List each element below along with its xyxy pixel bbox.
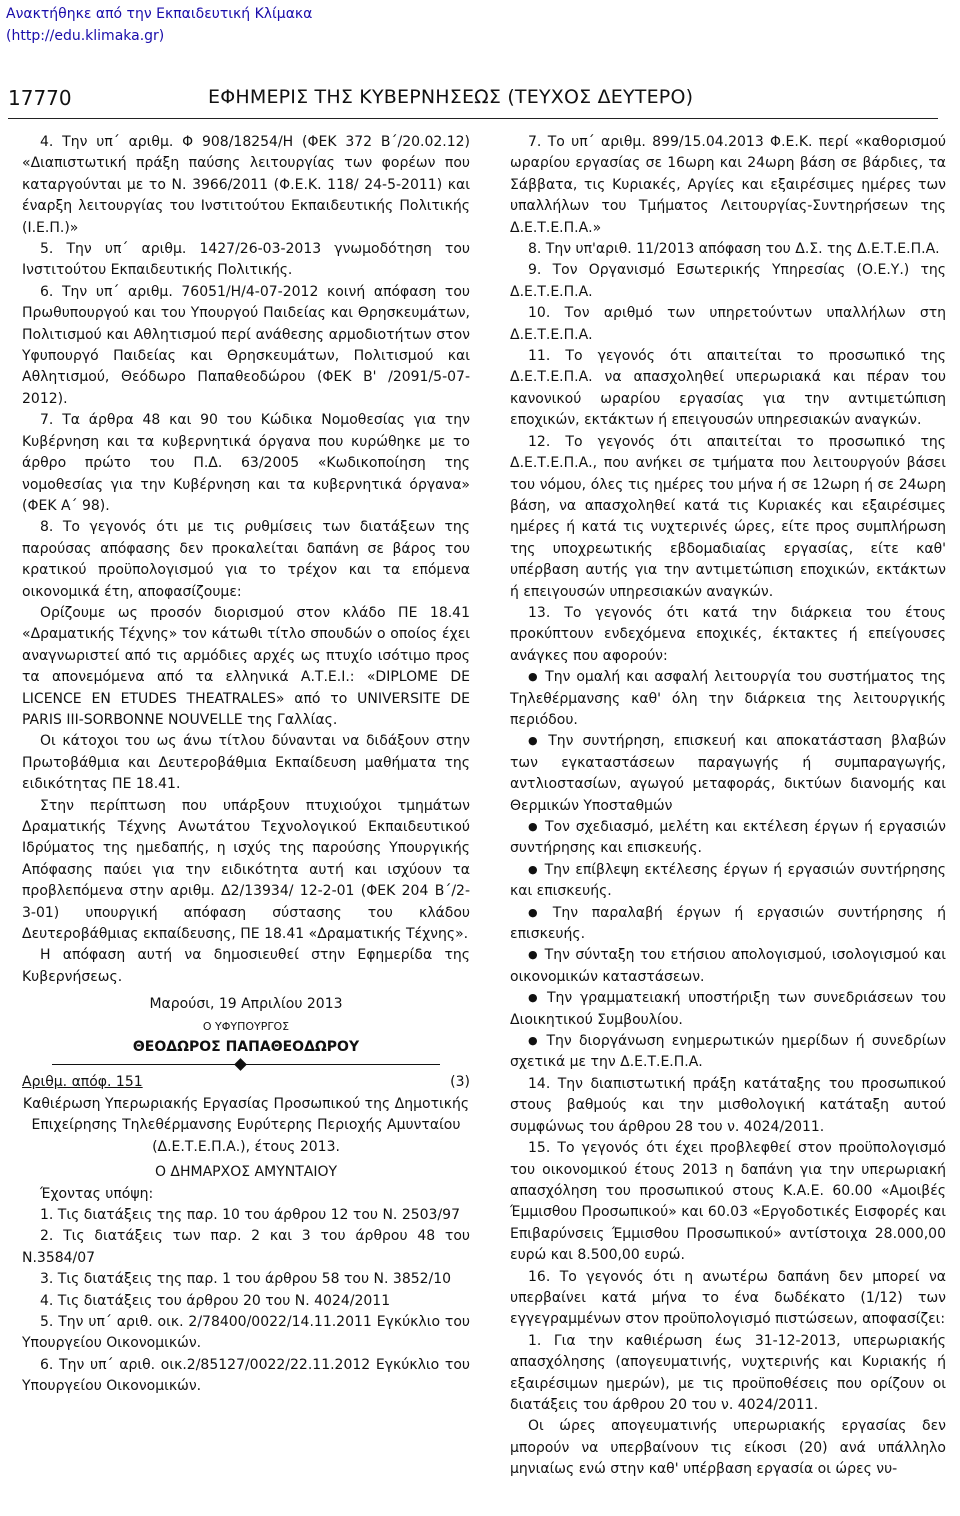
page-number: 17770 (8, 86, 72, 110)
signer-name: ΘΕΟΔΩΡΟΣ ΠΑΠΑΘΕΟΔΩΡΟΥ (132, 1039, 360, 1056)
left-paragraph: Η απόφαση αυτή να δημοσιευθεί στην Εφημερίδα της Κυβερνήσεως. (22, 947, 470, 985)
considering-item: 3. Τις διατάξεις της παρ. 1 του άρθρου 58 του Ν. 3852/10 (40, 1271, 452, 1288)
left-paragraph: 7. Τα άρθρα 48 και 90 του Κώδικα Νομοθεσίας για την Κυβέρνηση και τα κυβερνητικά όργανα που κυρώθηκε με το άρθρο πρώτο του Π.Δ. 63/2005 «Κωδικοποίηση της νομοθεσίας για την Κυβέρνηση και τα κυβερνητικά όργανα» (ΦΕΚ Α΄ 98). (22, 412, 470, 514)
separator-diamond-icon (22, 1058, 470, 1072)
left-column (22, 132, 470, 1398)
left-paragraph: 5. Την υπ΄ αριθμ. 1427/26-03-2013 γνωμοδότηση του Ινστιτούτου Εκπαιδευτικής Πολιτικής. (22, 241, 470, 279)
mayor-heading: Ο ΔΗΜΑΡΧΟΣ ΑΜΥΝΤΑΙΟΥ (154, 1164, 338, 1181)
considering-item: 4. Τις διατάξεις του άρθρου 20 του Ν. 4024/2011 (40, 1292, 391, 1309)
bullet-item: ● Τον σχεδιασμό, μελέτη και εκτέλεση έργων ή εργασιών συντήρησης και επισκευής. (510, 817, 946, 860)
bullet-item: ● Την διοργάνωση ενημερωτικών ημερίδων ή συνεδρίων σχετικά με την Δ.Ε.Τ.Ε.Π.Α. (510, 1031, 946, 1074)
right-column (510, 132, 946, 1481)
gazette-title: ΕΦΗΜΕΡΙΣ ΤΗΣ ΚΥΒΕΡΝΗΣΕΩΣ (ΤΕΥΧΟΣ ΔΕΥΤΕΡΟ) (208, 86, 694, 108)
right-item: 16. Το γεγονός ότι η ανωτέρω δαπάνη δεν μπορεί να υπερβαίνει κατά μήνα το ένα δωδέκατο (1/12) των εγγεγραμμένων στον προϋπολογισμό πιστώσεων, αποφασίζει: (510, 1268, 946, 1328)
right-item: 15. Το γεγονός ότι έχει προβλεφθεί στον προϋπολογισμό του οικονομικού έτους 2013 η δαπάνη για την υπερωριακή απασχόληση του προσωπικού στους Κ.Α.Ε. 60.00 «Αμοιβές Έμμισθου Προσωπικού» και 60.03 «Εργοδοτικές Εισφορές και Επιβαρύνσεις Έμμισθου Προσωπικού» αντίστοιχα 28.000,00 ευρώ και 8.500,00 ευρώ. (510, 1140, 946, 1264)
left-paragraph: Στην περίπτωση που υπάρξουν πτυχιούχοι τμημάτων Δραματικής Τέχνης Ανωτάτου Τεχνολογικού Εκπαιδευτικού Ιδρύματος της ημεδαπής, η ισχύς της παρούσης Υπουργικής Απόφασης παύει για την ειδικότητα αυτή και ισχύουν τα προβλεπόμενα στην αριθμ. Δ2/13934/ 12-2-01 (ΦΕΚ 204 Β΄/2-3-01) υπουργική απόφαση σύστασης του κλάδου Δευτεροβάθμιας εκπαίδευσης, ΠΕ 18.41 «Δραματικής Τέχνης». (22, 797, 470, 943)
bullet-item: ● Την γραμματειακή υποστήριξη των συνεδριάσεων του Διοικητικού Συμβουλίου. (510, 988, 946, 1031)
bullet-item: ● Την παραλαβή έργων ή εργασιών συντήρησης ή επισκευής. (510, 903, 946, 946)
right-item: 13. Το γεγονός ότι κατά την διάρκεια του έτους προκύπτουν ενδεχόμενα εποχικές, έκτακτες ή επείγουσες ανάγκες που αφορούν: (510, 604, 946, 664)
right-item: 9. Τον Οργανισμό Εσωτερικής Υπηρεσίας (Ο.Ε.Υ.) της Δ.Ε.Τ.Ε.Π.Α. (510, 262, 946, 300)
considering-item: 6. Την υπ΄ αριθ. οικ.2/85127/0022/22.11.2012 Εγκύκλιο του Υπουργείου Οικονομικών. (22, 1356, 470, 1395)
bullet-item: ● Την συντήρηση, επισκευή και αποκατάσταση βλαβών των εγκαταστάσεων παραγωγής ή συμπαραγωγής, αντλιοστασίων, αγωγού μεταφοράς, δικτύων διανομής και Θερμικών Υποσταθμών (510, 731, 946, 817)
considering-label: Έχοντας υπόψη: (40, 1185, 154, 1202)
decision-number: Αριθμ. απόφ. 151 (22, 1074, 143, 1091)
source-link-line-2[interactable]: (http://edu.klimaka.gr) (6, 28, 165, 44)
place-date: Μαρούσι, 19 Απριλίου 2013 (149, 996, 343, 1013)
source-link-line-1[interactable]: Ανακτήθηκε από την Εκπαιδευτική Κλίμακα (6, 6, 313, 22)
decision-index: (3) (450, 1074, 470, 1091)
left-paragraph: 4. Την υπ΄ αριθμ. Φ 908/18254/Η (ΦΕΚ 372 Β΄/20.02.12) «Διαπιστωτική πράξη παύσης λειτουργίας των φορέων που καταργούνται με το Ν. 3966/2011 (Φ.Ε.Κ. 118/ 24-5-2011) και έναρξη λειτουργίας του Ινστιτούτου Εκπαιδευτικής Πολιτικής (Ι.Ε.Π.)» (22, 134, 470, 236)
considering-item: 5. Την υπ΄ αριθ. οικ. 2/78400/0022/14.11.2011 Εγκύκλιο του Υπουργείου Οικονομικών. (22, 1313, 470, 1352)
bullet-item: ● Την σύνταξη του ετήσιου απολογισμού, ισολογισμού και οικονομικών καταστάσεων. (510, 945, 946, 988)
page-header (8, 86, 938, 116)
signer-role: Ο ΥΦΥΠΟΥΡΓΟΣ (202, 1019, 290, 1033)
considering-item: 1. Τις διατάξεις της παρ. 10 του άρθρου 12 του Ν. 2503/97 (40, 1206, 460, 1223)
right-item: Οι ώρες απογευματινής υπερωριακής εργασίας δεν μπορούν να υπερβαίνουν τις είκοσι (20) ανά υπάλληλο μηνιαίως ενώ στην καθ' υπέρβαση εργασία οι ώρες νυ- (510, 1418, 946, 1478)
right-item: 10. Τον αριθμό των υπηρετούντων υπαλλήλων στη Δ.Ε.Τ.Ε.Π.Α. (510, 305, 946, 343)
header-rule (8, 118, 938, 119)
left-paragraph: Οι κάτοχοι του ως άνω τίτλου δύνανται να διδάξουν στην Πρωτοβάθμια και Δευτεροβάθμια Εκπαίδευση μαθήματα της ειδικότητας ΠΕ 18.41. (22, 733, 470, 793)
right-item: 7. Το υπ΄ αριθμ. 899/15.04.2013 Φ.Ε.Κ. περί «καθορισμού ωραρίου εργασίας σε 16ωρη και 24ωρη βάση σε βάρδιες, τα Σάββατα, τις Κυριακές, Αργίες και εξαιρέσιμες ημέρες των υπαλλήλων του Τμήματος Λειτουργίας-Συντηρήσεων της Δ.Ε.Τ.Ε.Π.Α.» (510, 134, 946, 236)
right-item: 11. Το γεγονός ότι απαιτείται το προσωπικό της Δ.Ε.Τ.Ε.Π.Α. να απασχοληθεί υπερωριακά και πέραν του κανονικού ωραρίου εργασίας για την αντιμετώπιση εποχικών, εκτάκτων ή επειγουσών υπηρεσιακών αναγκών. (510, 348, 946, 429)
right-item: 8. Την υπ'αριθ. 11/2013 απόφαση του Δ.Σ. της Δ.Ε.Τ.Ε.Π.Α. (528, 241, 940, 258)
left-paragraph: Ορίζουμε ως προσόν διορισμού στον κλάδο ΠΕ 18.41 «Δραματικής Τέχνης» τον κάτωθι τίτλο σπουδών ο οποίος έχει αναγνωριστεί από τις αρμόδιες αρχές ως πτυχίο ισότιμο προς τα απονεμόμενα από τα ελληνικά Α.Τ.Ε.Ι.: «DIPLOME DE LICENCE EN ETUDES THEATRALES» από το UNIVERSITE DE PARIS III-SORBONNE NOUVELLE της Γαλλίας. (22, 604, 470, 728)
decision-title: Καθιέρωση Υπερωριακής Εργασίας Προσωπικού της Δημοτικής Επιχείρησης Τηλεθέρμανσης Ευρύτερης Περιοχής Αμυνταίου (Δ.Ε.Τ.Ε.Π.Α.), έτους 2013. (22, 1095, 470, 1155)
right-item: 1. Για την καθιέρωση έως 31-12-2013, υπερωριακής απασχόλησης (απογευματινής, νυχτερινής και Κυριακής ή εξαιρέσιμων ημερών), με τις προϋποθέσεις που ορίζουν οι διατάξεις του άρθρου 20 του ν. 4024/2011. (510, 1332, 946, 1413)
left-paragraph: 8. Το γεγονός ότι με τις ρυθμίσεις των διατάξεων της παρούσας απόφασης δεν προκαλείται δαπάνη σε βάρος του κρατικού προϋπολογισμού για το τρέχον και τα επόμενα οικονομικά έτη, αποφασίζουμε: (22, 519, 470, 600)
left-paragraph: 6. Την υπ΄ αριθμ. 76051/Η/4-07-2012 κοινή απόφαση του Πρωθυπουργού και του Υπουργού Παιδείας και Θρησκευμάτων, Πολιτισμού και Αθλητισμού περί ανάθεσης αρμοδιοτήτων στον Υφυπουργό Παιδείας και Θρησκευμάτων, Πολιτισμού και Αθλητισμού, Θεόδωρο Παπαθεοδώρου (ΦΕΚ Β' /2091/5-07-2012). (22, 283, 470, 407)
considering-item: 2. Τις διατάξεις των παρ. 2 και 3 του άρθρου 48 του Ν.3584/07 (22, 1228, 470, 1266)
right-item: 14. Την διαπιστωτική πράξη κατάταξης του προσωπικού στους βαθμούς και την μισθολογική κατάταξη αυτού συμφώνως του άρθρου 28 του ν. 4024/2011. (510, 1075, 946, 1135)
bullet-item: ● Την επίβλεψη εκτέλεσης έργων ή εργασιών συντήρησης και επισκευής. (510, 860, 946, 903)
right-item: 12. Το γεγονός ότι απαιτείται το προσωπικό της Δ.Ε.Τ.Ε.Π.Α., που ανήκει σε τμήματα που λειτουργούν βάσει του νόμου, όλες τις ημέρες του μήνα ή σε 12ωρη ή σε 24ωρη βάση, να απασχοληθεί κατά τις Κυριακές και εξαιρέσιμες ημέρες ή κατά τις νυχτερινές ώρες, είτε προς συμπλήρωση της υποχρεωτικής εβδομαδιαίας εργασίας, είτε καθ' υπέρβαση αυτής για την αντιμετώπιση εποχικών, εκτάκτων ή επειγουσών υπηρεσιακών αναγκών. (510, 433, 946, 600)
source-link-block[interactable] (6, 3, 312, 47)
decision-number-row (22, 1072, 470, 1093)
bullet-item: ● Την ομαλή και ασφαλή λειτουργία του συστήματος της Τηλεθέρμανσης καθ' όλη την διάρκεια της λειτουργικής περιόδου. (510, 667, 946, 731)
